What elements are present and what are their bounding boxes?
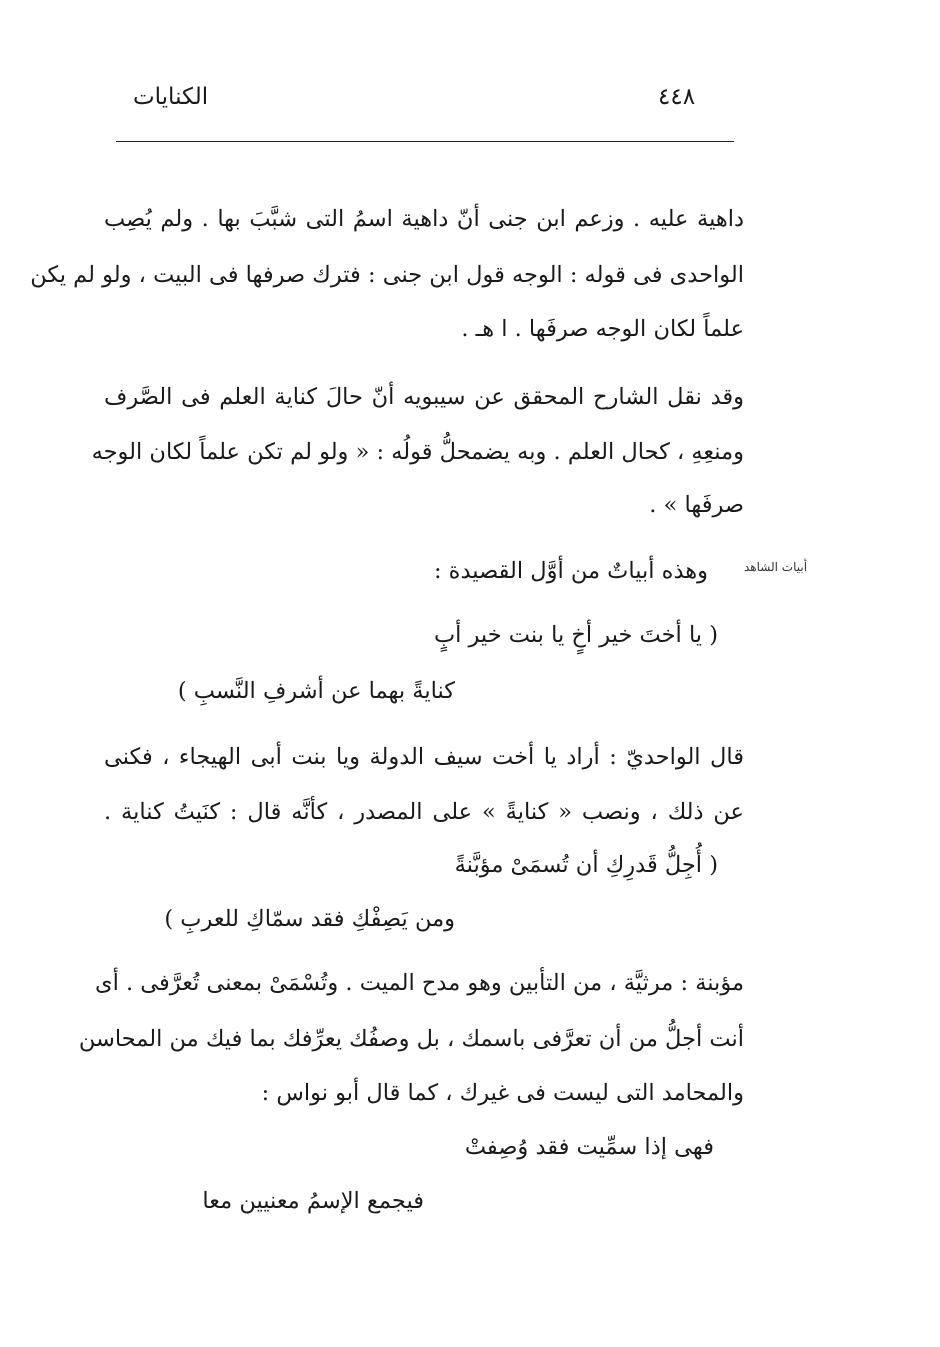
verse-2-hemistich-1: ( أُجِلُّ قَدرِكِ أن تُسمَىْ مؤبَّنةً <box>454 852 718 878</box>
verse-1-hemistich-2: كنايةً بهما عن أشرفِ النَّسبِ ) <box>177 678 455 704</box>
paragraph-4-line-1: مؤبنة : مرثيَّة ، من التأبين وهو مدح الميت . وتُسْمَىْ بمعنى تُعرَّفى . أى <box>94 970 744 996</box>
verse-2-hemistich-2: ومن يَصِفْكِ فقد سمّاكِ للعربِ ) <box>164 906 455 932</box>
paragraph-2-line-1: وقد نقل الشارح المحقق عن سيبويه أنّ حالَ كناية العلم فى الصَّرف <box>104 384 744 410</box>
paragraph-3-line-2: عن ذلك ، ونصب « كنايةً » على المصدر ، كأنَّه قال : كنَيتُ كناية . <box>104 799 744 825</box>
verse-1-hemistich-1: ( يا أختَ خير أخٍ يا بنت خير أبٍ <box>433 622 718 648</box>
paragraph-2-line-3: صرفَها » . <box>649 492 744 518</box>
paragraph-1-line-2: الواحدى فى قوله : الوجه قول ابن جنى : فترك صرفها فى البيت ، ولو لم يكن <box>30 262 744 288</box>
verses-intro: وهذه أبياتٌ من أوَّل القصيدة : <box>433 558 708 584</box>
paragraph-3-line-1: قال الواحديّ : أراد يا أخت سيف الدولة ويا بنت أبى الهيجاء ، فكنى <box>104 744 744 770</box>
margin-note: أبيات الشاهد <box>744 560 808 574</box>
header-rule <box>116 141 734 142</box>
verse-3-hemistich-1: فهى إذا سمِّيت فقد وُصِفتْ <box>464 1134 714 1160</box>
paragraph-2-line-2: ومنعِهِ ، كحال العلم . وبه يضمحلُّ قولُه : « ولو لم تكن علماً لكان الوجه <box>91 439 744 465</box>
paragraph-4-line-2: أنت أجلُّ من أن تعرَّفى باسمك ، بل وصفُك يعرِّفك بما فيك من المحاسن <box>78 1026 744 1052</box>
running-title: الكنايات <box>133 84 209 110</box>
paragraph-1-line-3: علماً لكان الوجه صرفَها . ا هـ . <box>461 316 744 342</box>
verse-3-hemistich-2: فيجمع الإسمُ معنيين معا <box>202 1188 424 1214</box>
page-number: ٤٤٨ <box>658 84 696 110</box>
paragraph-1-line-1: داهية عليه . وزعم ابن جنى أنّ داهية اسمُ التى شبَّبَ بها . ولم يُصِب <box>104 206 744 232</box>
paragraph-4-line-3: والمحامد التى ليست فى غيرك ، كما قال أبو نواس : <box>261 1080 744 1106</box>
